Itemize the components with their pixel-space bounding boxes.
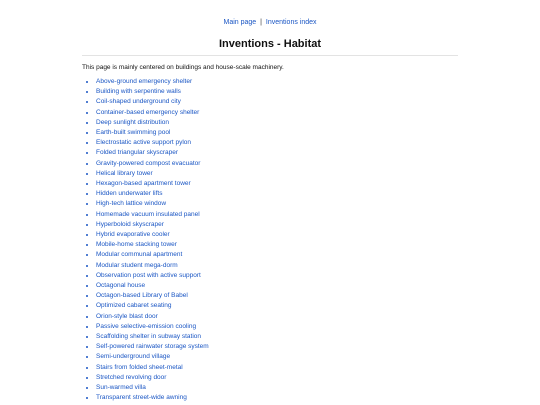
list-item bbox=[96, 159, 209, 169]
page-title: Inventions - Habitat bbox=[218, 38, 322, 50]
invention-link[interactable]: Self-powered rainwater storage system bbox=[96, 343, 209, 351]
inventions-list bbox=[82, 77, 209, 404]
top-navigation bbox=[0, 18, 540, 27]
invention-link[interactable]: Sun-warmed villa bbox=[96, 384, 146, 392]
invention-link[interactable]: Hexagon-based apartment tower bbox=[96, 180, 191, 188]
list-item bbox=[96, 291, 209, 301]
invention-link[interactable]: Modular communal apartment bbox=[96, 251, 183, 259]
invention-link[interactable]: Electrostatic active support pylon bbox=[96, 139, 192, 147]
invention-link[interactable]: Building with serpentine walls bbox=[96, 88, 181, 96]
list-item bbox=[96, 352, 209, 362]
invention-link[interactable]: Folded triangular skyscraper bbox=[96, 149, 179, 157]
invention-link[interactable]: Scaffolding shelter in subway station bbox=[96, 333, 202, 341]
list-item bbox=[96, 108, 209, 118]
list-item bbox=[96, 169, 209, 179]
nav-separator: | bbox=[260, 19, 262, 26]
list-item bbox=[96, 342, 209, 352]
invention-link[interactable]: Helical library tower bbox=[96, 169, 153, 177]
list-item bbox=[96, 250, 209, 260]
list-item bbox=[96, 281, 209, 291]
list-item bbox=[96, 97, 209, 107]
list-item bbox=[96, 179, 209, 189]
list-item bbox=[96, 128, 209, 138]
list-item bbox=[96, 210, 209, 220]
main-page-link[interactable]: Main page bbox=[223, 19, 257, 26]
invention-link[interactable]: Semi-underground village bbox=[96, 353, 171, 361]
list-item bbox=[96, 373, 209, 383]
list-item bbox=[96, 87, 209, 97]
invention-link[interactable]: Modular student mega-dorm bbox=[96, 261, 178, 269]
list-item bbox=[96, 77, 209, 87]
list-item bbox=[96, 138, 209, 148]
invention-link[interactable]: Above-ground emergency shelter bbox=[96, 78, 193, 85]
list-item bbox=[96, 363, 209, 373]
invention-link[interactable]: Observation post with active support bbox=[96, 271, 201, 279]
list-item bbox=[96, 199, 209, 209]
list-item bbox=[96, 230, 209, 240]
invention-link[interactable]: Hidden underwater lifts bbox=[96, 190, 163, 198]
list-item bbox=[96, 322, 209, 332]
invention-link[interactable]: Octagonal house bbox=[96, 282, 146, 290]
invention-link[interactable]: Earth-built swimming pool bbox=[96, 129, 171, 137]
invention-link[interactable]: Hybrid evaporative cooler bbox=[96, 231, 170, 239]
invention-link[interactable]: Mobile-home stacking tower bbox=[96, 241, 177, 249]
list-item bbox=[96, 118, 209, 128]
invention-link[interactable]: Stretched revolving door bbox=[96, 373, 167, 381]
list-item bbox=[96, 301, 209, 311]
intro-text: This page is mainly centered on buildings and house-scale machinery. bbox=[82, 64, 284, 71]
list-item bbox=[96, 383, 209, 393]
invention-link[interactable]: Passive selective-emission cooling bbox=[96, 322, 197, 330]
list-item bbox=[96, 220, 209, 230]
list-item bbox=[96, 332, 209, 342]
list-item bbox=[96, 148, 209, 158]
invention-link[interactable]: Orion-style blast door bbox=[96, 312, 158, 320]
invention-link[interactable]: Hyperboloid skyscraper bbox=[96, 220, 164, 228]
list-item bbox=[96, 240, 209, 250]
invention-link[interactable]: High-tech lattice window bbox=[96, 200, 167, 208]
invention-link[interactable]: Coil-shaped underground city bbox=[96, 98, 181, 106]
list-item bbox=[96, 271, 209, 281]
invention-link[interactable]: Octagon-based Library of Babel bbox=[96, 292, 188, 300]
invention-link[interactable]: Gravity-powered compost evacuator bbox=[96, 159, 201, 167]
list-item bbox=[96, 189, 209, 199]
invention-link[interactable]: Optimized cabaret seating bbox=[96, 302, 172, 310]
invention-link[interactable]: Container-based emergency shelter bbox=[96, 108, 200, 116]
title-divider bbox=[82, 55, 458, 56]
invention-link[interactable]: Transparent street-wide awning bbox=[96, 394, 187, 402]
list-item bbox=[96, 312, 209, 322]
inventions-index-link[interactable]: Inventions index bbox=[265, 19, 317, 26]
list-item bbox=[96, 393, 209, 403]
invention-link[interactable]: Homemade vacuum insulated panel bbox=[96, 210, 200, 218]
invention-link[interactable]: Stairs from folded sheet-metal bbox=[96, 363, 183, 371]
list-item bbox=[96, 261, 209, 271]
invention-link[interactable]: Deep sunlight distribution bbox=[96, 118, 169, 126]
